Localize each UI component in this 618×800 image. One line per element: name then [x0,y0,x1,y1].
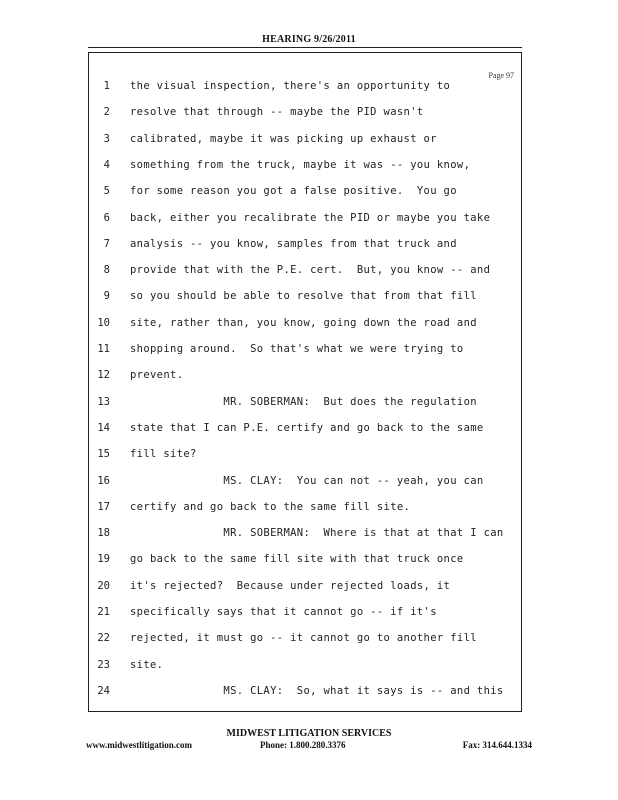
page-header: HEARING 9/26/2011 [262,34,356,45]
line-number: 17 [97,500,110,513]
line-text: the visual inspection, there's an opportunity to [130,80,451,92]
line-text: for some reason you got a false positive. You go [130,185,457,198]
line-text: site. [130,658,164,671]
line-number: 24 [97,684,110,697]
line-text: go back to the same fill site with that truck once [130,553,464,566]
line-number: 16 [97,474,110,487]
transcript-line [88,396,522,416]
line-number: 20 [97,579,110,592]
line-number: 21 [97,606,110,618]
transcript-line [88,501,522,521]
line-text: rejected, it must go -- it cannot go to another fill [130,632,477,645]
transcript-line [88,264,522,284]
line-number: 23 [97,658,110,671]
line-number: 10 [97,316,110,329]
line-number: 8 [103,264,110,277]
line-text: resolve that through -- maybe the PID wasn't [130,106,424,119]
transcript-line [88,106,522,126]
line-number: 14 [97,421,110,434]
line-text: it's rejected? Because under rejected loads, it [130,579,451,592]
line-text: MR. SOBERMAN: But does the regulation [130,395,477,408]
line-number: 3 [103,132,110,145]
line-text: prevent. [130,369,184,382]
line-number: 4 [103,158,110,171]
transcript-line [88,369,522,389]
line-number: 19 [97,553,110,566]
line-number: 22 [97,632,110,645]
page-number: Page 97 [488,71,514,80]
transcript-line [88,422,522,442]
line-text: MS. CLAY: So, what it says is -- and this [130,684,504,697]
transcript-line [88,317,522,337]
transcript-line [88,685,522,705]
transcript-line [88,238,522,258]
line-number: 11 [97,343,110,355]
transcript-line [88,290,522,310]
transcript-line [88,659,522,679]
line-text: analysis -- you know, samples from that truck and [130,237,457,250]
transcript-line [88,553,522,573]
transcript-line [88,527,522,547]
line-text: shopping around. So that's what we were trying to [130,343,464,355]
line-text: fill site? [130,448,197,461]
line-text: back, either you recalibrate the PID or maybe you take [130,211,491,224]
transcript-line [88,448,522,468]
line-text: something from the truck, maybe it was -- you know, [130,158,471,171]
line-text: so you should be able to resolve that from that fill [130,290,477,303]
line-text: site, rather than, you know, going down the road and [130,316,477,329]
footer-company: MIDWEST LITIGATION SERVICES [226,728,392,739]
transcript-line [88,343,522,363]
footer-phone: Phone: 1.800.280.3376 [260,740,346,750]
line-number: 7 [103,237,110,250]
footer-fax: Fax: 314.644.1334 [462,740,532,750]
line-text: calibrated, maybe it was picking up exhaust or [130,132,437,145]
line-number: 1 [103,80,110,92]
line-number: 9 [103,290,110,303]
transcript-line [88,580,522,600]
footer-website[interactable]: www.midwestlitigation.com [86,740,192,750]
line-number: 18 [97,527,110,540]
line-text: MS. CLAY: You can not -- yeah, you can [130,474,484,487]
footer-contact-row [86,740,532,754]
transcript-line [88,185,522,205]
line-text: state that I can P.E. certify and go back to the same [130,421,484,434]
line-number: 6 [103,211,110,224]
line-text: specifically says that it cannot go -- if it's [130,606,437,618]
transcript-line [88,632,522,652]
transcript-line [88,80,522,100]
line-text: provide that with the P.E. cert. But, you know -- and [130,264,491,277]
transcript-line [88,159,522,179]
line-number: 15 [97,448,110,461]
line-text: MR. SOBERMAN: Where is that at that I can [130,527,504,540]
transcript-line [88,606,522,626]
line-number: 13 [97,395,110,408]
transcript-line [88,212,522,232]
transcript-line [88,475,522,495]
line-text: certify and go back to the same fill site. [130,500,411,513]
transcript-line [88,133,522,153]
line-number: 12 [97,369,110,382]
line-number: 2 [103,106,110,119]
line-number: 5 [103,185,110,198]
